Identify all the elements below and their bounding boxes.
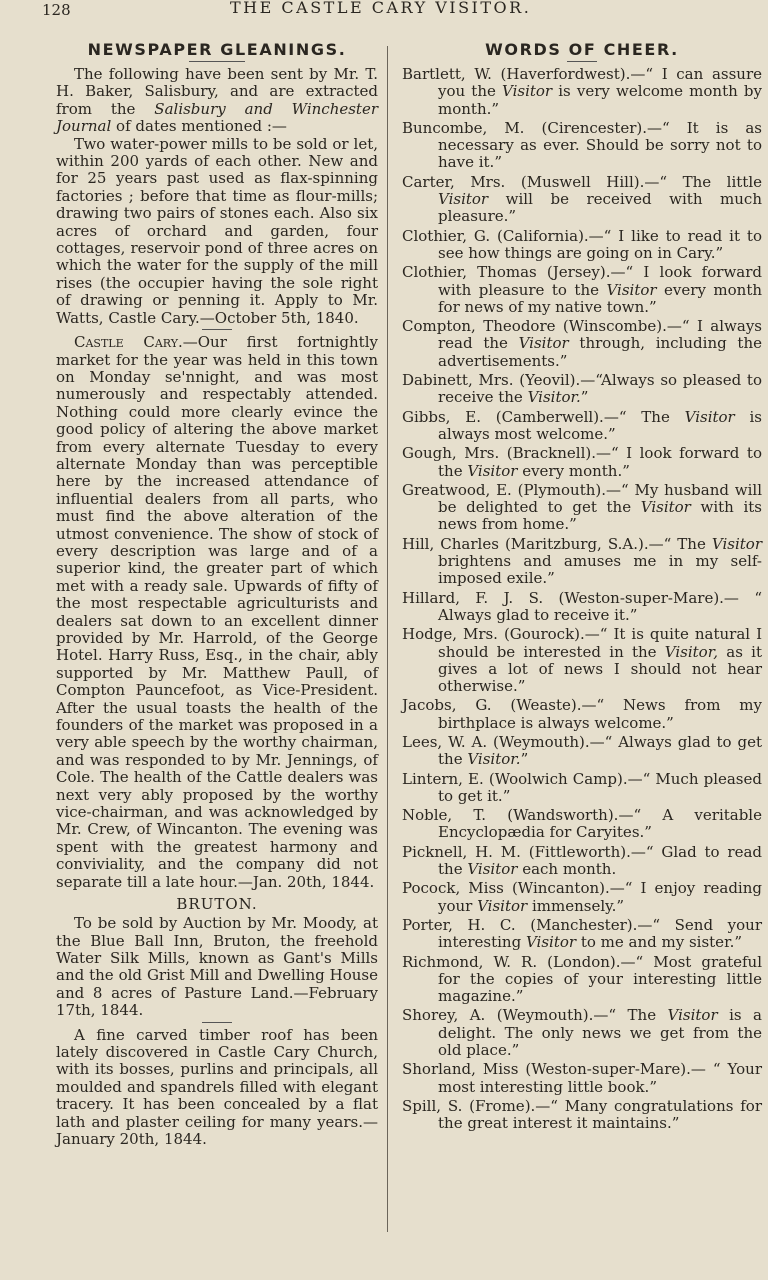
cheer-entry: Buncombe, M. (Cirencester).—“ It is as necessary as ever. Should be sorry not to have it.” — [402, 118, 762, 172]
cheer-entry: Greatwood, E. (Plymouth).—“ My husband will be delighted to get the Visitor with its news from home.” — [402, 480, 763, 534]
cheer-entry: Bartlett, W. (Haverfordwest).—“ I can assure you the Visitor is very welcome month by month.” — [402, 65, 762, 118]
market-paragraph: Castle Cary.—Our first fortnightly market for the year was held in this town on Monday se'nnight, and was most numerously and respectably attended. Nothing could more clearly evince the good policy of altering the above market from every alternate Tuesday to every alternate Monday than was perceptible here by the increased attendance of influential dealers from all parts, who must find the above alteration of the utmost convenience. The show of stock of every description was large and of a superior kind, the greater part of which met with a ready sale. Upwards of fifty of the most respectable agriculturists and dealers sat down to an excellent dinner provided by Mr. Harrold, of the George Hotel. Harry Russ, Esq., in the chair, ably supported by Mr. Matthew Paull, of Compton Pauncefoot, as Vice-President. After the usual toasts the health of the founders of the market was proposed in a very able speech by the worthy chairman, and was responded to by Mr. Jennings, of Cole. The health of the Cattle dealers was next very ably proposed by the worthy vice-chairman, and was acknowledged by Mr. Crew, of Wincanton. The evening was spent with the greatest harmony and conviviality, and the company did not separate till a late hour.—Jan. 20th, 1844. — [56, 333, 378, 891]
right-column — [402, 40, 762, 1135]
section-rule — [202, 1022, 232, 1023]
cheer-entry: Lintern, E. (Woolwich Camp).—“ Much pleased to get it.” — [402, 769, 762, 805]
column-divider — [387, 46, 388, 1232]
cheer-entry: Jacobs, G. (Weaste).—“ News from my birthplace is always welcome.” — [402, 696, 762, 732]
cheer-entry: Picknell, H. M. (Fittleworth).—“ Glad to read the Visitor each month. — [402, 842, 762, 879]
section-rule — [202, 329, 232, 330]
intro-paragraph: The following have been sent by Mr. T. H. Baker, Salisbury, and are extracted from the Salisbury and Winchester Journal of dates mentioned :— — [56, 65, 378, 136]
running-title: THE CASTLE CARY VISITOR. — [230, 0, 532, 17]
cheer-entry: Pocock, Miss (Wincanton).—“ I enjoy reading your Visitor immensely.” — [402, 879, 762, 915]
cheer-entry: Clothier, G. (California).—“ I like to read it to see how things are going on in Cary.” — [402, 226, 762, 262]
roof-paragraph: A fine carved timber roof has been lately discovered in Castle Cary Church, with its bosses, purlins and principals, all moulded and spandrels filled with elegant tracery. It has been concealed by a flat lath and plaster ceiling for many years.—January 20th, 1844. — [56, 1025, 378, 1148]
cheer-entry: Richmond, W. R. (London).—“ Most grateful for the copies of your interesting little magazine.” — [402, 952, 762, 1006]
cheer-entry: Porter, H. C. (Manchester).—“ Send your interesting Visitor to me and my sister.” — [402, 915, 762, 952]
heading-rule — [189, 61, 245, 62]
heading-rule — [567, 61, 597, 62]
cheer-entry: Gough, Mrs. (Bracknell).—“ I look forward to the Visitor every month.” — [402, 444, 762, 480]
cheer-entry: Hodge, Mrs. (Gourock).—“ It is quite natural I should be interested in the Visitor, as it gives a lot of news I should not hear otherwise.” — [402, 625, 762, 696]
mills-paragraph: Two water-power mills to be sold or let, within 200 yards of each other. New and for 25 years past used as flax-spinning factories ; before that time as flour-mills; drawing two pairs of stones each. Also six acres of orchard and garden, four cottages, reservoir pond of three acres on which the water for the supply of the mill rises (the occupier having the sole right of drawing or penning it. Apply to Mr. Watts, Castle Cary.—October 5th, 1840. — [56, 134, 378, 327]
cheer-entry: Lees, W. A. (Weymouth).—“ Always glad to get the Visitor.” — [402, 732, 762, 769]
cheer-entry: Spill, S. (Frome).—“ Many congratulations for the great interest it maintains.” — [402, 1096, 762, 1133]
cheer-entry: Compton, Theodore (Winscombe).—“ I always read the Visitor through, including the advertisements.” — [402, 317, 762, 370]
cheer-entry: Gibbs, E. (Camberwell).—“ The Visitor is always most welcome.” — [402, 407, 763, 443]
cheer-entry: Carter, Mrs. (Muswell Hill).—“ The little Visitor will be received with much pleasure.” — [402, 172, 762, 226]
cheer-entry: Hill, Charles (Maritzburg, S.A.).—“ The Visitor brightens and amuses me in my self-imposed exile.” — [402, 534, 762, 588]
cheer-entry: Dabinett, Mrs. (Yeovil).—“Always so pleased to receive the Visitor.” — [402, 371, 762, 407]
cheer-list — [402, 66, 762, 1133]
newspaper-gleanings-heading: NEWSPAPER GLEANINGS. — [87, 40, 347, 59]
bruton-paragraph: To be sold by Auction by Mr. Moody, at the Blue Ball Inn, Bruton, the freehold Water Silk Mills, known as Gant's Mills and the old Grist Mill and Dwelling House and 8 acres of Pasture Land.—February 17th, 1844. — [56, 914, 378, 1020]
page-header — [0, 0, 768, 22]
cheer-entry: Clothier, Thomas (Jersey).—“ I look forward with pleasure to the Visitor every month for news of my native town.” — [402, 263, 763, 316]
cheer-entry: Noble, T. (Wandsworth).—“ A veritable Encyclopædia for Caryites.” — [402, 806, 762, 842]
cheer-entry: Shorland, Miss (Weston-super-Mare).— “ Your most interesting little book.” — [402, 1060, 762, 1096]
cheer-entry: Hillard, F. J. S. (Weston-super-Mare).— “ Always glad to receive it.” — [402, 588, 762, 624]
left-column — [56, 40, 378, 1148]
cheer-entry: Shorey, A. (Weymouth).—“ The Visitor is a delight. The only news we get from the old place.” — [402, 1006, 762, 1060]
bruton-heading: BRUTON. — [176, 895, 258, 914]
words-of-cheer-heading: WORDS OF CHEER. — [485, 40, 679, 59]
page-number: 128 — [42, 1, 71, 19]
